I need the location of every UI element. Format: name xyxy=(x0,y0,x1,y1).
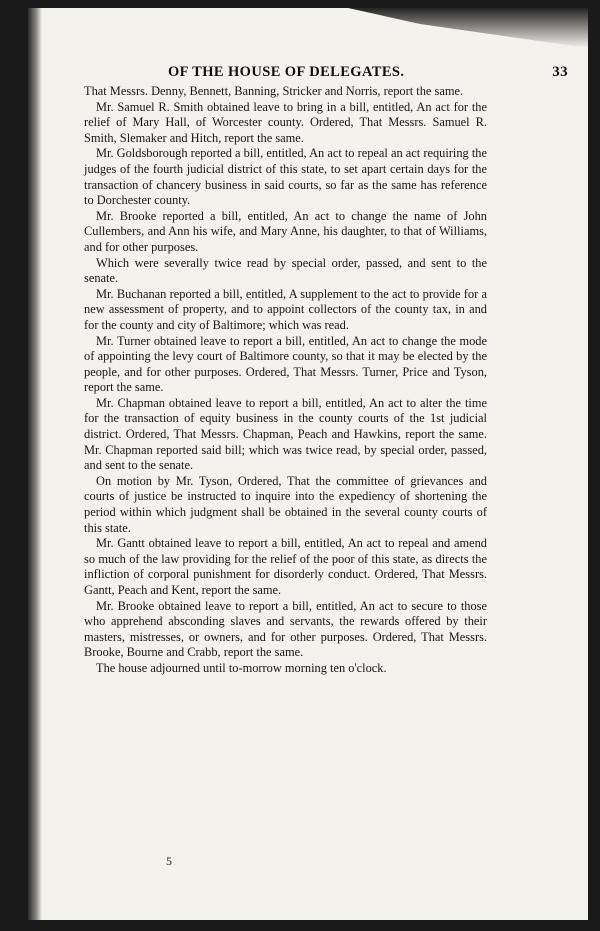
paragraph: Mr. Samuel R. Smith obtained leave to bring in a bill, entitled, An act for the relief of Mary Hall, of Worcester county. Ordered, That Messrs. Samuel R. Smith, Slemaker and Hitch, report the same. xyxy=(84,99,487,145)
book-spine-shadow xyxy=(28,8,42,920)
scan-shadow xyxy=(348,8,588,48)
page-number: 33 xyxy=(552,64,568,80)
paragraph: Mr. Goldsborough reported a bill, entitled, An act to repeal an act requiring the judges of the fourth judicial district of this state, to set apart certain days for the transaction of chancery business in said courts, so far as the same has reference to Dorchester county. xyxy=(84,146,487,208)
paragraph: Mr. Turner obtained leave to report a bill, entitled, An act to change the mode of appointing the levy court of Baltimore county, so that it may be elected by the people, and for other purposes. Ordered, That Messrs. Turner, Price and Tyson, report the same. xyxy=(84,333,487,395)
paragraph: Mr. Buchanan reported a bill, entitled, A supplement to the act to provide for a new assessment of property, and to appoint collectors of the county tax, in and for the county and city of Baltimore; which was read. xyxy=(84,286,487,332)
signature-mark: 5 xyxy=(166,854,172,868)
paragraph: That Messrs. Denny, Bennett, Banning, Stricker and Norris, report the same. xyxy=(84,84,464,98)
paragraph: Mr. Chapman obtained leave to report a bill, entitled, An act to alter the time for the transaction of equity business in the county courts of the 1st judicial district. Ordered, That Messrs. Chapman, Peach and Hawkins, report the same. Mr. Chapman reported said bill; which was twice read, by special order, passed, and sent to the senate. xyxy=(84,395,487,473)
book-page xyxy=(28,8,588,920)
body-text xyxy=(84,84,487,677)
paragraph: Mr. Gantt obtained leave to report a bill, entitled, An act to repeal and amend so much of the law providing for the relief of the poor of this state, as directs the infliction of corporal punishment for disorderly conduct. Ordered, That Messrs. Gantt, Peach and Kent, report the same. xyxy=(84,536,487,597)
paragraph: The house adjourned until to-morrow morning ten o'clock. xyxy=(96,660,387,675)
paragraph: Mr. Brooke obtained leave to report a bill, entitled, An act to secure to those who apprehend absconding slaves and servants, the rewards offered by their masters, mistresses, or owners, and for other purposes. Ordered, That Messrs. Brooke, Bourne and Crabb, report the same. xyxy=(84,598,487,660)
running-header-title: OF THE HOUSE OF DELEGATES. xyxy=(168,64,405,80)
paragraph: Mr. Brooke reported a bill, entitled, An act to change the name of John Cullembers, and Ann his wife, and Mary Anne, his daughter, to that of Williams, and for other purposes. xyxy=(84,208,487,254)
paragraph: On motion by Mr. Tyson, Ordered, That the committee of grievances and courts of justice be instructed to inquire into the expediency of shortening the period within which judgment shall be obtained in the several county courts of this state. xyxy=(84,473,487,535)
paragraph: Which were severally twice read by special order, passed, and sent to the senate. xyxy=(84,255,487,286)
